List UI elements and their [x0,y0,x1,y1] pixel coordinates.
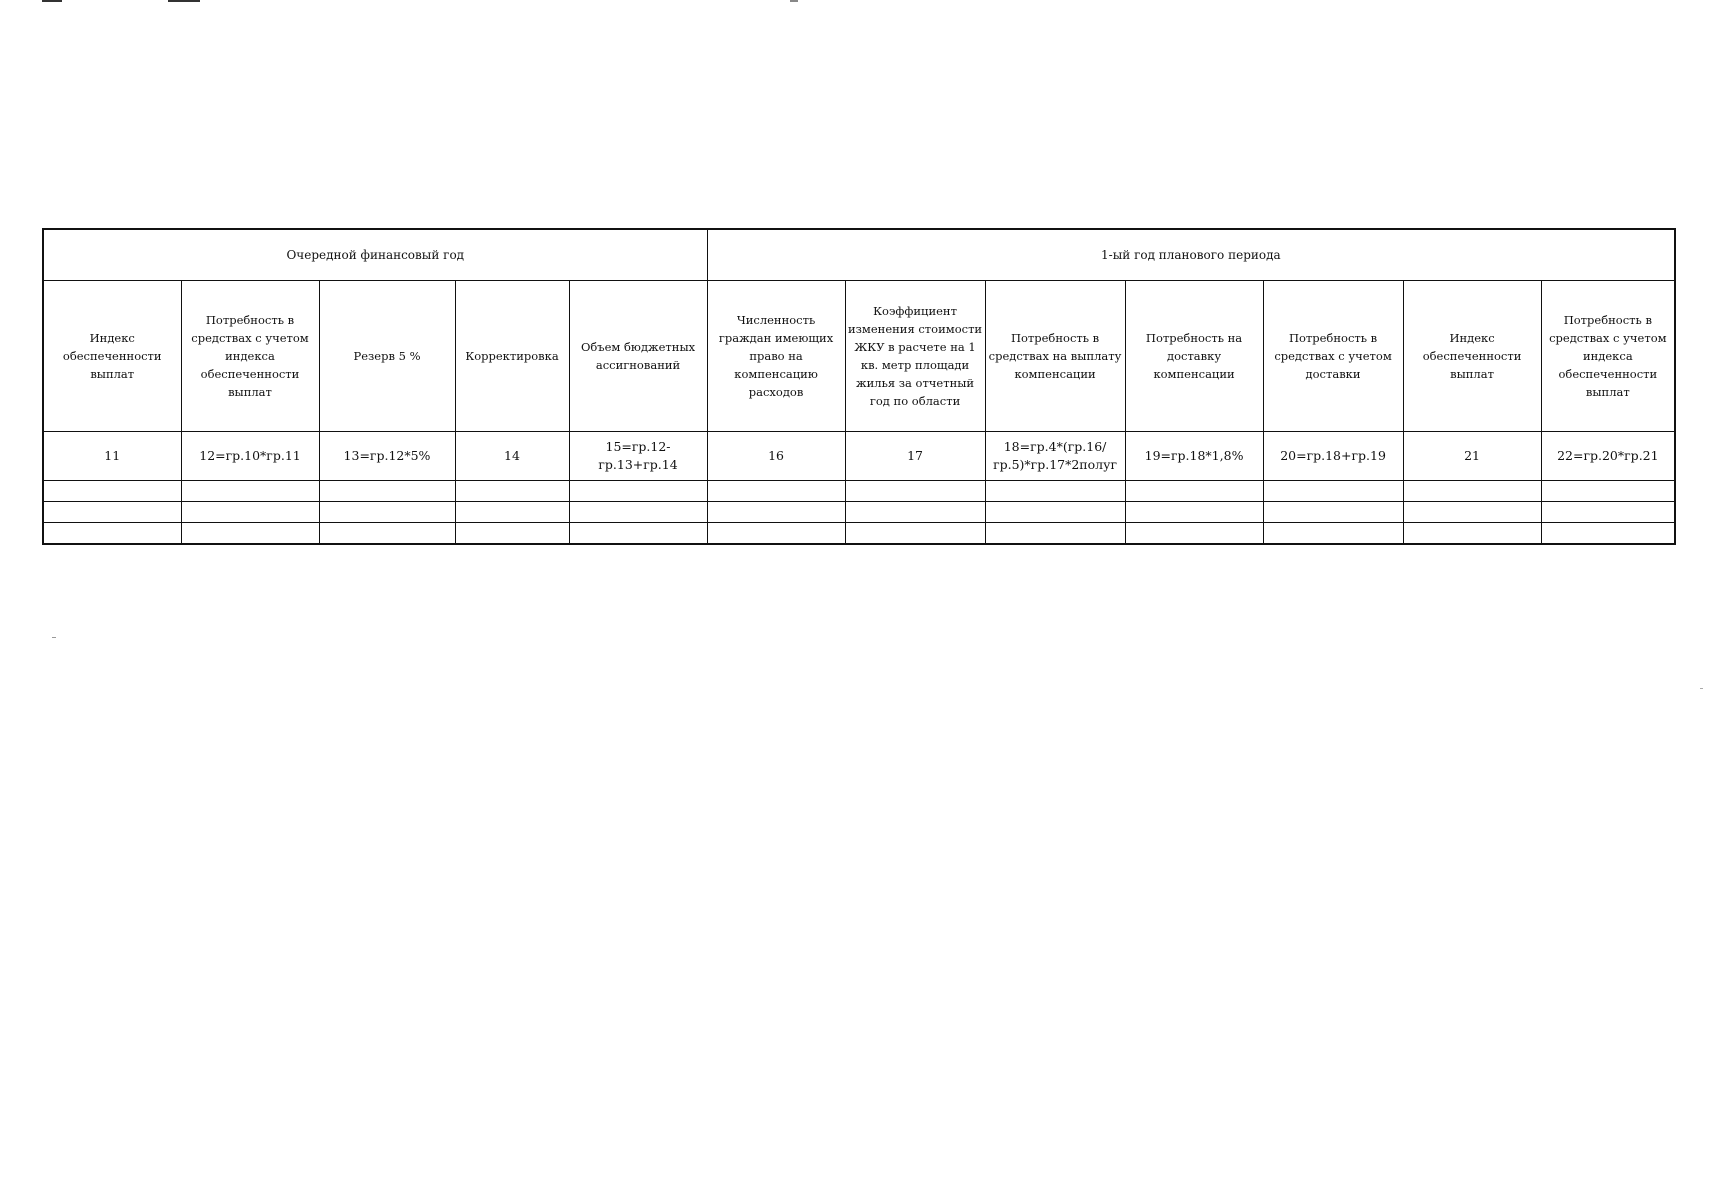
empty-cell [985,481,1125,502]
column-number: 14 [455,432,569,481]
empty-cell [1125,523,1263,545]
empty-cell [1541,502,1675,523]
empty-cell [569,523,707,545]
empty-cell [845,502,985,523]
empty-data-row [43,502,1675,523]
column-header: Потребность в средствах с учетом индекса обеспеченности выплат [1541,281,1675,432]
scan-speck [1700,688,1703,689]
column-header: Потребность в средствах с учетом индекса обеспеченности выплат [181,281,319,432]
column-number: 15=гр.12-гр.13+гр.14 [569,432,707,481]
empty-cell [455,523,569,545]
empty-cell [1263,481,1403,502]
column-number: 18=гр.4*(гр.16/гр.5)*гр.17*2полуг [985,432,1125,481]
empty-cell [181,502,319,523]
empty-cell [43,523,181,545]
empty-cell [43,502,181,523]
column-header: Резерв 5 % [319,281,455,432]
empty-cell [1263,502,1403,523]
scan-speck [52,637,56,638]
group-current-year: Очередной финансовый год [43,229,707,281]
column-header: Коэффициент изменения стоимости ЖКУ в расчете на 1 кв. метр площади жилья за отчетный год по области [845,281,985,432]
empty-cell [1541,481,1675,502]
empty-cell [319,502,455,523]
empty-cell [845,481,985,502]
column-header: Индекс обеспеченности выплат [1403,281,1541,432]
column-number: 19=гр.18*1,8% [1125,432,1263,481]
column-number: 20=гр.18+гр.19 [1263,432,1403,481]
scan-artifact [168,0,200,2]
empty-cell [1125,502,1263,523]
empty-cell [1125,481,1263,502]
empty-cell [985,502,1125,523]
empty-cell [707,502,845,523]
empty-cell [1403,502,1541,523]
column-number: 22=гр.20*гр.21 [1541,432,1675,481]
column-header: Потребность в средствах с учетом доставки [1263,281,1403,432]
column-header-row [43,281,1675,432]
column-number-row [43,432,1675,481]
empty-cell [455,481,569,502]
empty-cell [455,502,569,523]
empty-data-row [43,481,1675,502]
scan-artifact [790,0,798,2]
empty-cell [1403,481,1541,502]
column-number: 21 [1403,432,1541,481]
group-first-plan-year: 1-ый год планового периода [707,229,1675,281]
empty-cell [43,481,181,502]
column-number: 12=гр.10*гр.11 [181,432,319,481]
empty-cell [181,481,319,502]
empty-cell [1541,523,1675,545]
column-number: 16 [707,432,845,481]
empty-cell [569,481,707,502]
scan-artifact [42,0,62,2]
group-header-row [43,229,1675,281]
empty-cell [569,502,707,523]
column-number: 17 [845,432,985,481]
column-header: Индекс обеспеченности выплат [43,281,181,432]
column-header: Численность граждан имеющих право на компенсацию расходов [707,281,845,432]
column-header: Корректировка [455,281,569,432]
budget-calculation-table [42,228,1676,545]
empty-data-row [43,523,1675,545]
column-header: Потребность на доставку компенсации [1125,281,1263,432]
empty-cell [1403,523,1541,545]
empty-cell [319,481,455,502]
empty-cell [985,523,1125,545]
empty-cell [707,523,845,545]
empty-cell [319,523,455,545]
column-header: Потребность в средствах на выплату компенсации [985,281,1125,432]
column-number: 11 [43,432,181,481]
column-number: 13=гр.12*5% [319,432,455,481]
empty-cell [1263,523,1403,545]
empty-cell [845,523,985,545]
empty-cell [707,481,845,502]
column-header: Объем бюджетных ассигнований [569,281,707,432]
empty-cell [181,523,319,545]
